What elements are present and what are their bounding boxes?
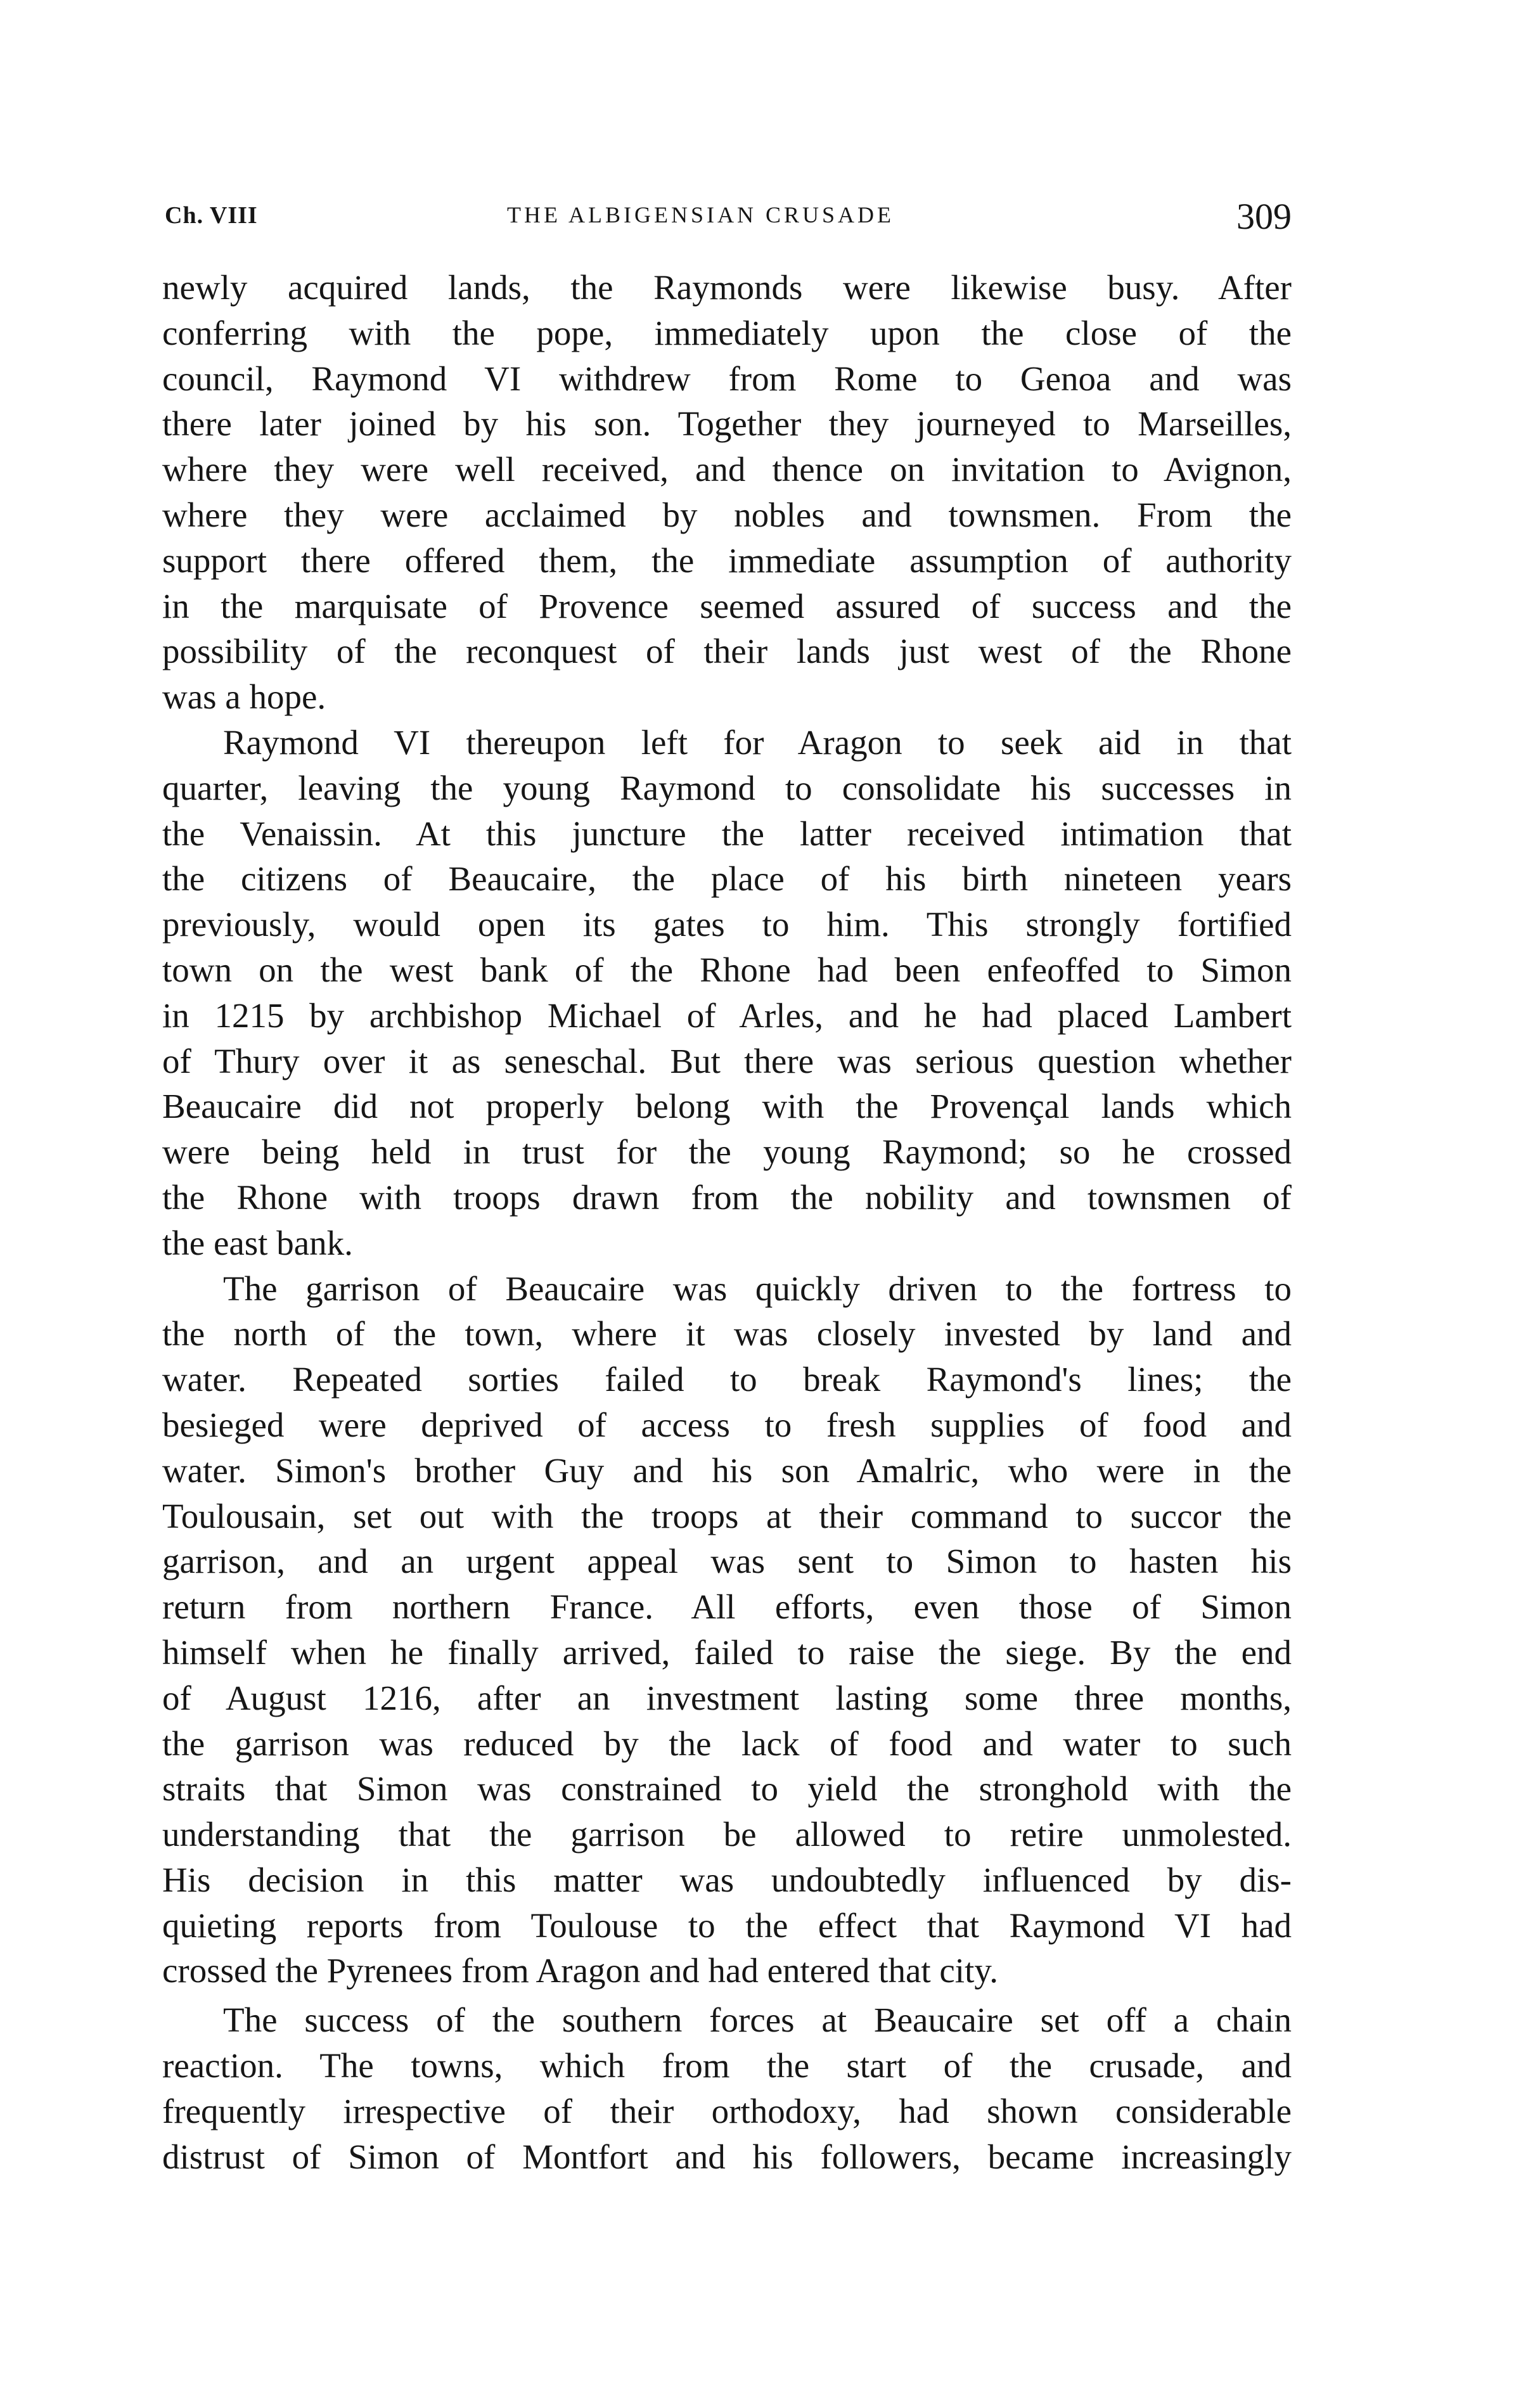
text-line: in 1215 by archbishop Michael of Arles, and he had placed Lambert [162, 996, 1292, 1035]
text-line: His decision in this matter was undoubtedly influenced by dis- [162, 1860, 1292, 1899]
chapter-label: Ch. VIII [165, 202, 258, 229]
running-header [165, 196, 1292, 237]
text-line: return from northern France. All efforts, even those of Simon [162, 1587, 1292, 1627]
text-line: crossed the Pyrenees from Aragon and had entered that city. [162, 1951, 999, 1990]
text-line: frequently irrespective of their orthodoxy, had shown considerable [162, 2091, 1292, 2130]
body-text [162, 265, 1292, 2179]
paragraph [162, 1997, 1292, 2179]
text-line: conferring with the pope, immediately upon the close of the [162, 313, 1292, 352]
text-line: distrust of Simon of Montfort and his followers, became increasingly [162, 2137, 1292, 2176]
text-line: besieged were deprived of access to fresh supplies of food and [162, 1405, 1292, 1444]
text-line: the garrison was reduced by the lack of food and water to such [162, 1724, 1292, 1763]
text-line: himself when he finally arrived, failed to raise the siege. By the end [162, 1632, 1292, 1672]
paragraph [162, 265, 1292, 720]
text-line: garrison, and an urgent appeal was sent to Simon to hasten his [162, 1542, 1292, 1581]
text-line: of August 1216, after an investment lasting some three months, [162, 1678, 1292, 1717]
text-line: there later joined by his son. Together they journeyed to Marseilles, [162, 404, 1292, 444]
text-line: the Rhone with troops drawn from the nobility and townsmen of [162, 1177, 1292, 1217]
paragraph [162, 1266, 1292, 1994]
text-line: where they were well received, and thence on invitation to Avignon, [162, 450, 1292, 489]
text-line: Toulousain, set out with the troops at their command to succor the [162, 1496, 1292, 1535]
text-line: the citizens of Beaucaire, the place of his birth nineteen years [162, 859, 1292, 899]
text-line: council, Raymond VI withdrew from Rome to Genoa and was [162, 359, 1292, 398]
text-line: town on the west bank of the Rhone had been enfeoffed to Simon [162, 950, 1292, 989]
running-title: THE ALBIGENSIAN CRUSADE [507, 202, 895, 227]
text-line: understanding that the garrison be allowed to retire unmolested. [162, 1815, 1292, 1854]
text-line: quarter, leaving the young Raymond to consolidate his successes in [162, 768, 1292, 807]
text-line: where they were acclaimed by nobles and townsmen. From the [162, 495, 1292, 534]
text-line: The success of the southern forces at Beaucaire set off a chain [223, 2001, 1292, 2040]
text-line: Raymond VI thereupon left for Aragon to seek aid in that [223, 722, 1292, 762]
paragraph [162, 720, 1292, 1266]
page-number: 309 [1236, 196, 1292, 237]
text-line: The garrison of Beaucaire was quickly driven to the fortress to [223, 1269, 1292, 1308]
text-line: in the marquisate of Provence seemed assured of success and the [162, 586, 1292, 625]
text-line: newly acquired lands, the Raymonds were likewise busy. After [162, 268, 1292, 307]
text-line: the Venaissin. At this juncture the latter received intimation that [162, 814, 1292, 853]
text-line: quieting reports from Toulouse to the effect that Raymond VI had [162, 1905, 1292, 1945]
text-line: previously, would open its gates to him. This strongly fortified [162, 905, 1292, 944]
text-line: straits that Simon was constrained to yield the stronghold with the [162, 1769, 1292, 1809]
text-line: reaction. The towns, which from the start of the crusade, and [162, 2046, 1292, 2085]
text-line: were being held in trust for the young Raymond; so he crossed [162, 1132, 1292, 1172]
text-line: possibility of the reconquest of their lands just west of the Rhone [162, 632, 1292, 671]
text-line: water. Simon's brother Guy and his son Amalric, who were in the [162, 1451, 1292, 1490]
text-line: Beaucaire did not properly belong with the Provençal lands which [162, 1087, 1292, 1126]
text-line: the north of the town, where it was closely invested by land and [162, 1314, 1292, 1354]
text-line: the east bank. [162, 1223, 353, 1262]
text-line: of Thury over it as seneschal. But there was serious question whether [162, 1041, 1292, 1080]
text-line: was a hope. [162, 677, 326, 717]
text-line: water. Repeated sorties failed to break Raymond's lines; the [162, 1360, 1292, 1399]
text-line: support there offered them, the immediate assumption of authority [162, 541, 1292, 580]
